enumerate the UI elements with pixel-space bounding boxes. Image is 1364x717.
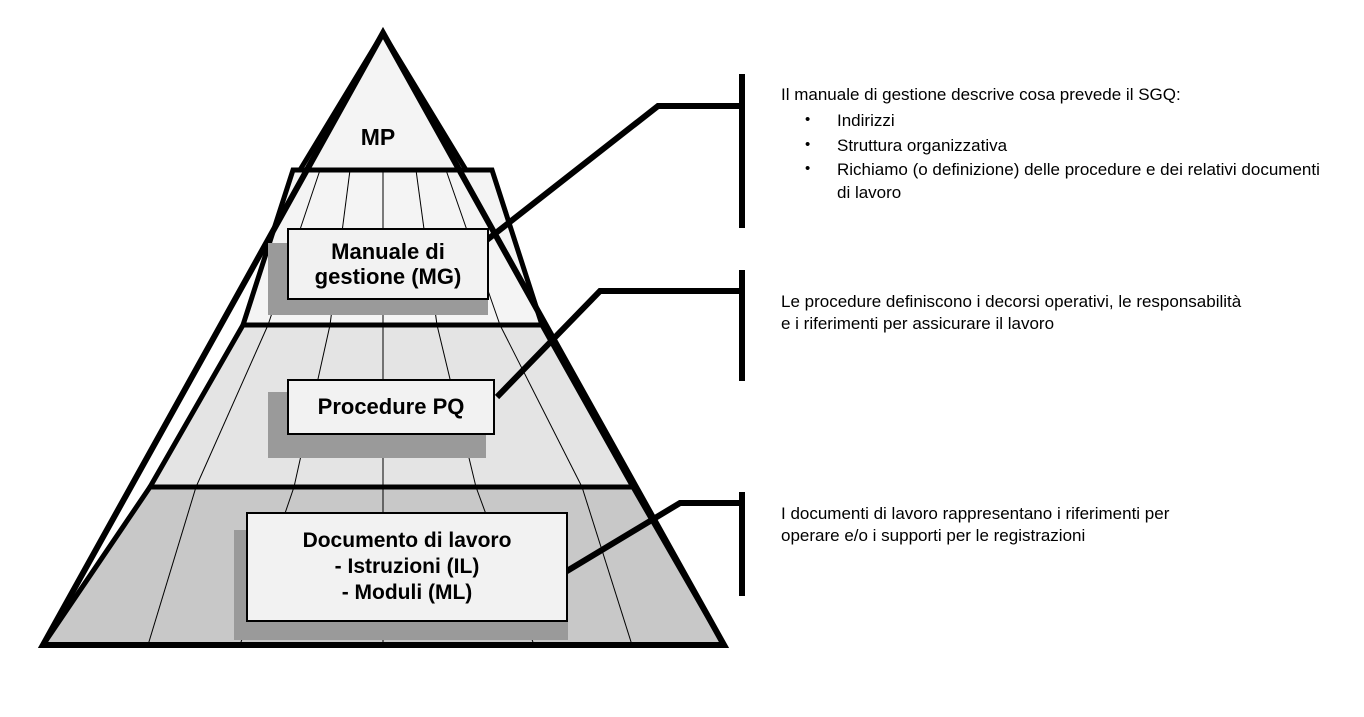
callout-manuale-bullet-3: • Richiamo (o definizione) delle procedure e dei relativi documenti di lavoro <box>837 159 1321 204</box>
pyramid-label-mg-line2: gestione (MG) <box>314 264 462 289</box>
pyramid-label-mp-text: MP <box>360 123 396 150</box>
callout-manuale-bullet-1: • Indirizzi <box>837 110 1321 132</box>
pyramid-label-mg <box>287 228 489 300</box>
pyramid-label-pq <box>287 379 495 435</box>
callout-manuale-intro: Il manuale di gestione descrive cosa prevede il SGQ: <box>781 85 1181 104</box>
pyramid-label-dl <box>246 512 568 622</box>
callout-documenti-text: I documenti di lavoro rappresentano i riferimenti per operare e/o i supporti per le registrazioni <box>781 504 1170 546</box>
callout-manuale <box>781 84 1321 206</box>
callout-procedure <box>781 291 1251 336</box>
callout-documenti <box>781 503 1231 548</box>
pyramid-label-mg-line1: Manuale di <box>331 238 445 264</box>
pyramid-label-dl-line2: - Istruzioni (IL) <box>334 554 480 578</box>
leader-line-manuale <box>483 106 742 243</box>
callout-procedure-text: Le procedure definiscono i decorsi operativi, le responsabilità e i riferimenti per assicurare il lavoro <box>781 292 1242 334</box>
callout-manuale-bullet-2: • Struttura organizzativa <box>837 135 1321 157</box>
callout-manuale-bullets <box>781 110 1321 204</box>
pyramid-label-dl-line1: Documento di lavoro <box>302 528 512 552</box>
pyramid-label-pq-text: Procedure PQ <box>317 394 465 420</box>
pyramid-label-dl-line3: - Moduli (ML) <box>341 581 473 605</box>
pyramid-label-mp <box>333 117 423 157</box>
